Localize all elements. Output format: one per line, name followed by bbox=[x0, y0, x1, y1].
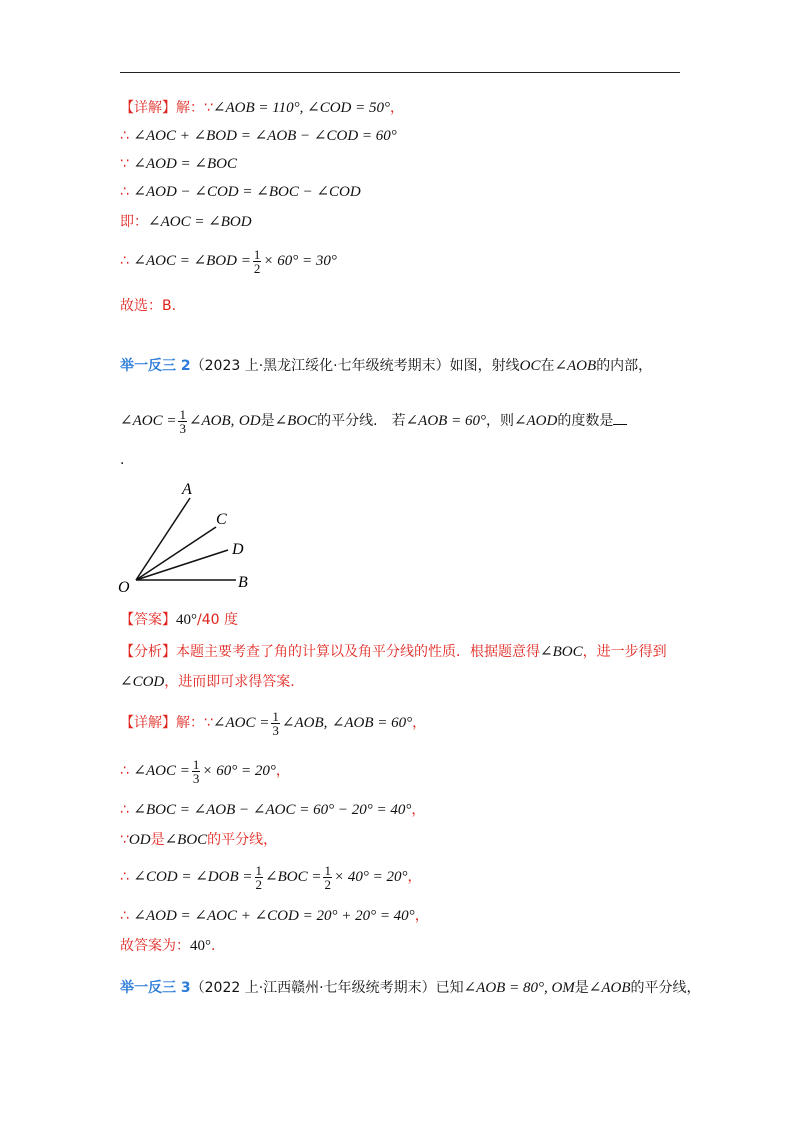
fraction: $\frac{1}{2}$ bbox=[255, 862, 263, 892]
detail2-line-1: 【详解】解：∵∠AOC = $\frac{1}{3}$ ∠AOB, ∠AOB = 60°， bbox=[120, 708, 427, 738]
detail-line-4: ∴ ∠AOD − ∠COD = ∠BOC − ∠COD bbox=[120, 184, 361, 200]
header-rule bbox=[120, 72, 680, 73]
therefore-symbol: ∴ bbox=[120, 802, 129, 818]
fraction: $\frac{1}{3}$ bbox=[272, 708, 279, 738]
problem-2-label: 举一反三 2 bbox=[120, 358, 191, 374]
detail2-line-3: ∴ ∠BOC = ∠AOB − ∠AOC = 60° − 20° = 40°， bbox=[120, 802, 426, 818]
because-symbol: ∵ bbox=[120, 156, 129, 172]
detail-line-3: ∵ ∠AOD = ∠BOC bbox=[120, 156, 237, 172]
ray-oa bbox=[136, 498, 190, 580]
detail-line-6: ∴ ∠AOC = ∠BOD = $\frac{1}{2}$ × 60° = 30° bbox=[120, 246, 337, 276]
ray-oc bbox=[136, 527, 216, 580]
label-d: D bbox=[232, 541, 244, 558]
math-expr: ∠AOB = 110°, ∠COD = 50° bbox=[212, 100, 391, 116]
answer-line: 【答案】40°/40 度 bbox=[120, 612, 238, 628]
therefore-symbol: ∴ bbox=[120, 128, 129, 144]
problem-2-period: . bbox=[120, 452, 125, 468]
fraction: $\frac{1}{3}$ bbox=[192, 756, 200, 786]
detail-line-2: ∴ ∠AOC + ∠BOD = ∠AOB − ∠COD = 60° bbox=[120, 128, 397, 144]
problem-3-label: 举一反三 3 bbox=[120, 980, 191, 996]
analysis-line-2: ∠COD，进而即可求得答案. bbox=[120, 674, 295, 690]
angle-figure bbox=[110, 470, 280, 595]
detail2-line-6: ∴ ∠AOD = ∠AOC + ∠COD = 20° + 20° = 40°， bbox=[120, 908, 429, 924]
detail2-line-5: ∴ ∠COD = ∠DOB = $\frac{1}{2}$ ∠BOC = $\frac{1}{2}$ × 40° = 20°， bbox=[120, 862, 422, 892]
detail-line-1: 【详解】解：∵∠AOB = 110°, ∠COD = 50°， bbox=[120, 100, 405, 116]
therefore-symbol: ∴ bbox=[120, 908, 129, 924]
answer-blank bbox=[613, 412, 627, 425]
choice-line: 故选：B. bbox=[120, 298, 177, 314]
label-b: B bbox=[238, 574, 248, 591]
ray-od bbox=[136, 550, 228, 580]
fraction: $\frac{1}{2}$ bbox=[324, 862, 331, 892]
detail-label: 【详解】 bbox=[120, 100, 176, 116]
analysis-line-1: 【分析】本题主要考查了角的计算以及角平分线的性质．根据题意得∠BOC，进一步得到 bbox=[120, 644, 667, 660]
fraction: $\frac{1}{3}$ bbox=[179, 406, 186, 436]
therefore-symbol: ∴ bbox=[120, 184, 129, 200]
answer-label: 【答案】 bbox=[120, 612, 176, 628]
therefore-symbol: ∴ bbox=[120, 253, 129, 269]
problem-3-line-1: 举一反三 3（2022 上·江西赣州·七年级统考期末）已知∠AOB = 80°, OM是∠AOB的平分线， bbox=[120, 980, 701, 996]
therefore-symbol: ∴ bbox=[120, 869, 129, 885]
problem-2-line-1: 举一反三 2（2023 上·黑龙江绥化·七年级统考期末）如图，射线OC在∠AOB的内部， bbox=[120, 358, 653, 374]
label-o: O bbox=[118, 579, 130, 595]
fraction: $\frac{1}{2}$ bbox=[253, 246, 261, 276]
analysis-label: 【分析】 bbox=[120, 644, 176, 660]
therefore-symbol: ∴ bbox=[120, 763, 129, 779]
problem-2-line-2: ∠AOC = $\frac{1}{3}$ ∠AOB, OD是∠BOC的平分线. 若∠AOB = 60°，则∠AOD的度数是 bbox=[120, 406, 627, 436]
detail2-line-2: ∴ ∠AOC = $\frac{1}{3}$ × 60° = 20°， bbox=[120, 756, 290, 786]
because-symbol: ∵ bbox=[120, 832, 129, 848]
detail2-line-7: 故答案为：40°. bbox=[120, 938, 216, 954]
detail-label: 【详解】 bbox=[120, 715, 176, 731]
label-c: C bbox=[216, 511, 227, 528]
label-a: A bbox=[182, 481, 192, 498]
detail2-line-4: ∵OD是∠BOC的平分线， bbox=[120, 832, 278, 848]
detail-line-5: 即：∠AOC = ∠BOD bbox=[120, 214, 252, 230]
